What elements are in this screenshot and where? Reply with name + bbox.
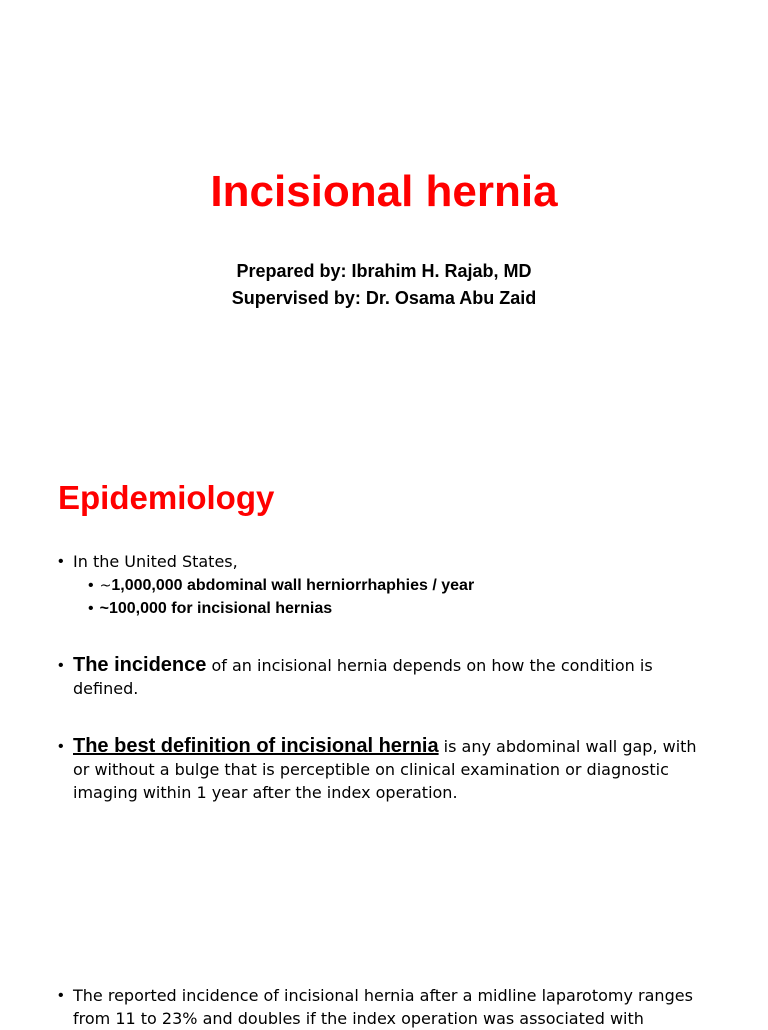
bullet-dot: • [58,553,64,570]
bullet-incidence [58,654,708,700]
section-heading: Epidemiology [58,479,275,516]
supervised-by: Supervised by: Dr. Osama Abu Zaid [231,288,537,308]
bullet-dot: • [58,738,64,755]
sub-bullet-text: ~100,000 for incisional hernias [99,600,333,617]
bullet-dot: • [88,600,94,617]
bullet-united-states [58,550,708,573]
bullet-text: The reported incidence of incisional hernia after a midline laparotomy ranges from 11 to 23% and doubles if the index operation was associated with [73,986,693,1028]
bullet-text: In the United States, [73,552,238,571]
bullet-dot: • [58,987,64,1004]
sub-bullet-incisional [88,597,332,620]
bullet-dot: • [88,577,94,594]
bullet-reported-incidence [58,984,708,1030]
bullet-lead: The best definition of incisional hernia [73,735,439,757]
authors-block [0,258,768,312]
tilde-prefix: ~ [99,578,112,594]
sub-bullet-text: 1,000,000 abdominal wall herniorrhaphies / year [111,577,475,594]
prepared-by: Prepared by: Ibrahim H. Rajab, MD [236,261,532,281]
title-slide [0,0,768,432]
bullet-dot: • [58,657,64,674]
epidemiology-slide [0,432,768,1028]
bullet-text: is any abdominal wall gap, with or without a bulge that is perceptible on clinical examination or diagnostic imaging within 1 year after the index operation. [73,737,697,802]
slide-title: Incisional hernia [210,167,558,216]
bullet-definition [58,735,708,804]
sub-bullet-herniorrhaphies [88,574,474,598]
bullet-lead: The incidence [73,654,207,676]
bullet-text: of an incisional hernia depends on how the condition is defined. [73,656,653,698]
